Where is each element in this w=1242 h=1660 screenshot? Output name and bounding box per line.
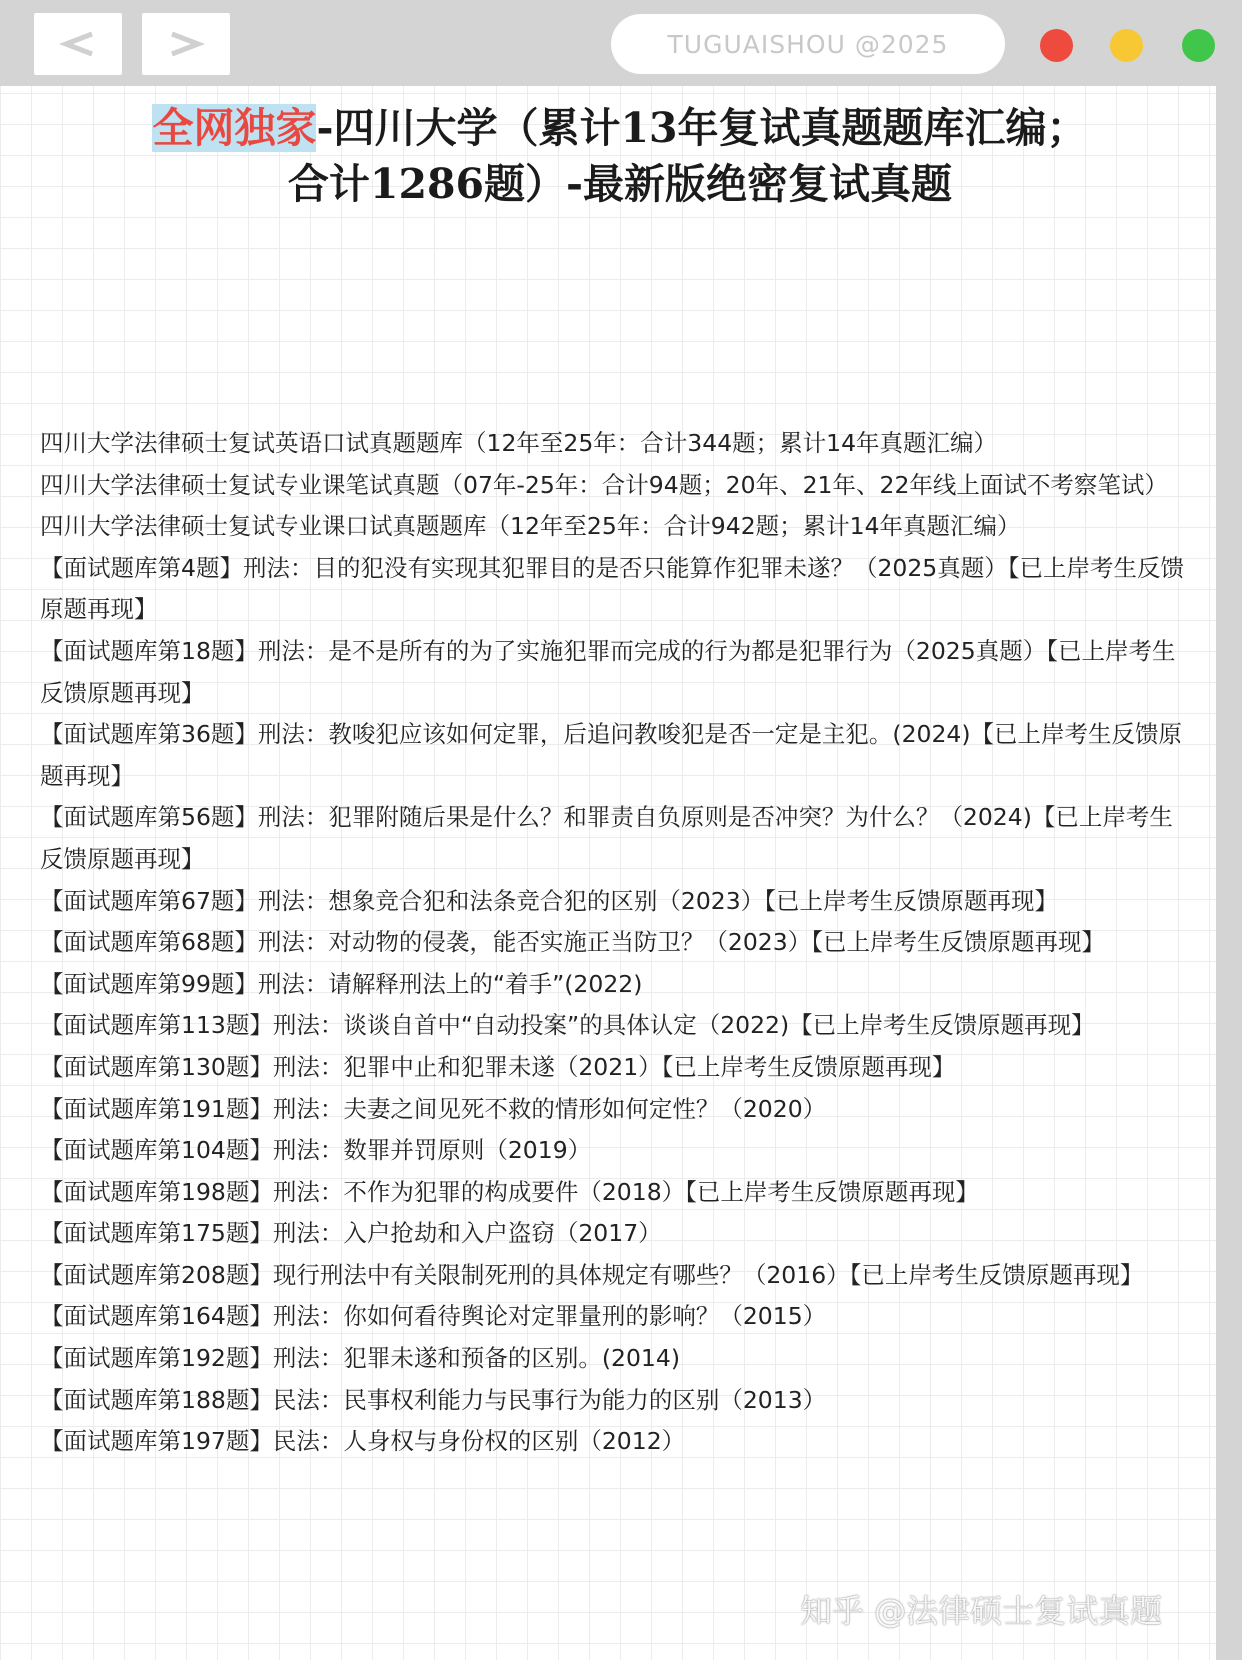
title-line-2: 合计1286题）-最新版绝密复试真题 — [287, 160, 953, 208]
title-highlight: 全网独家 — [152, 104, 317, 152]
list-item: 【面试题库第208题】现行刑法中有关限制死刑的具体规定有哪些？（2016）【已上岸考生反馈原题再现】 — [40, 1260, 1144, 1289]
back-button[interactable] — [34, 13, 122, 75]
chevron-left-icon — [58, 29, 98, 59]
list-item: 【面试题库第67题】刑法：想象竞合犯和法条竞合犯的区别（2023）【已上岸考生反馈原题再现】 — [40, 886, 1058, 915]
chevron-right-icon — [166, 29, 206, 59]
window-frame-right — [1216, 0, 1242, 1660]
maximize-window-dot[interactable] — [1182, 29, 1215, 62]
list-item: 【面试题库第56题】刑法：犯罪附随后果是什么？和罪责自负原则是否冲突？为什么？（2024)【已上岸考生反馈原题再现】 — [40, 803, 1173, 873]
list-item: 【面试题库第99题】刑法：请解释刑法上的“着手”(2022) — [40, 969, 643, 998]
address-text: TUGUAISHOU @2025 — [667, 29, 949, 59]
list-item: 【面试题库第104题】刑法：数罪并罚原则（2019） — [40, 1136, 592, 1165]
minimize-window-dot[interactable] — [1110, 29, 1143, 62]
list-item: 【面试题库第18题】刑法：是不是所有的为了实施犯罪而完成的行为都是犯罪行为（2025真题）【已上岸考生反馈原题再现】 — [40, 636, 1176, 707]
watermark: 知乎 @法律硕士复试真题 — [800, 1592, 1163, 1630]
close-window-dot[interactable] — [1040, 29, 1073, 62]
page-title — [40, 100, 1200, 212]
list-item: 【面试题库第188题】民法：民事权利能力与民事行为能力的区别（2013） — [40, 1385, 827, 1414]
list-item: 四川大学法律硕士复试英语口试真题题库（12年至25年：合计344题；累计14年真题汇编） — [40, 429, 998, 457]
question-list — [40, 423, 1192, 1463]
list-item: 四川大学法律硕士复试专业课口试真题题库（12年至25年：合计942题；累计14年真题汇编） — [40, 512, 1021, 541]
list-item: 四川大学法律硕士复试专业课笔试真题（07年-25年：合计94题；20年、21年、22年线上面试不考察笔试） — [40, 470, 1168, 499]
list-item: 【面试题库第36题】刑法：教唆犯应该如何定罪，后追问教唆犯是否一定是主犯。(2024)【已上岸考生反馈原题再现】 — [40, 720, 1183, 790]
forward-button[interactable] — [142, 13, 230, 75]
list-item: 【面试题库第68题】刑法：对动物的侵袭，能否实施正当防卫？（2023）【已上岸考生反馈原题再现】 — [40, 928, 1105, 957]
list-item: 【面试题库第191题】刑法：夫妻之间见死不救的情形如何定性？（2020） — [40, 1094, 827, 1123]
list-item: 【面试题库第197题】民法：人身权与身份权的区别（2012） — [40, 1427, 686, 1456]
title-line-1-text: -四川大学（累计13年复试真题题库汇编； — [316, 104, 1088, 152]
title-line-1 — [40, 100, 1200, 156]
list-item: 【面试题库第175题】刑法：入户抢劫和入户盗窃（2017） — [40, 1219, 662, 1248]
list-item: 【面试题库第113题】刑法：谈谈自首中“自动投案”的具体认定（2022)【已上岸考生反馈原题再现】 — [40, 1011, 1095, 1040]
list-item: 【面试题库第164题】刑法：你如何看待舆论对定罪量刑的影响？（2015） — [40, 1302, 827, 1331]
list-item: 【面试题库第4题】刑法：目的犯没有实现其犯罪目的是否只能算作犯罪未遂？（2025真题）【已上岸考生反馈原题再现】 — [40, 553, 1185, 624]
list-item: 【面试题库第130题】刑法：犯罪中止和犯罪未遂（2021）【已上岸考生反馈原题再现】 — [40, 1052, 956, 1081]
list-item: 【面试题库第192题】刑法：犯罪未遂和预备的区别。(2014) — [40, 1344, 680, 1373]
address-bar[interactable] — [611, 14, 1005, 74]
list-item: 【面试题库第198题】刑法：不作为犯罪的构成要件（2018）【已上岸考生反馈原题再现】 — [40, 1177, 979, 1206]
browser-toolbar — [0, 0, 1242, 86]
